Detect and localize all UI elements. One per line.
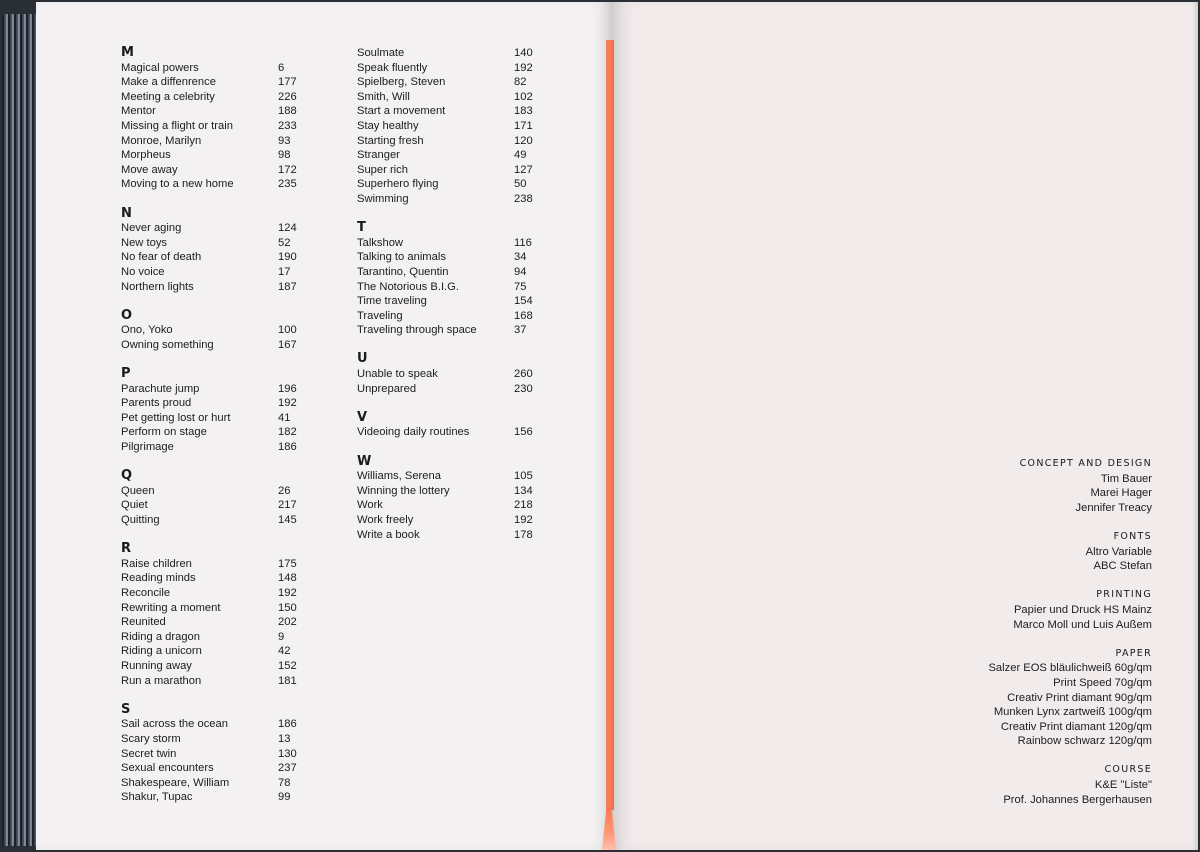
index-page-number: 167 (278, 338, 297, 351)
page-edges (2, 14, 36, 846)
index-page-number: 145 (278, 514, 297, 526)
index-entry (357, 498, 547, 513)
index-entry (121, 484, 311, 499)
index-entry (121, 236, 311, 251)
index-entry (357, 61, 547, 76)
index-page-number: 94 (514, 265, 527, 278)
index-entry (121, 425, 311, 440)
index-term: Talking to animals (357, 251, 446, 264)
index-page-number: 192 (278, 397, 297, 410)
index-term: Monroe, Marilyn (121, 134, 202, 147)
index-term: Starting fresh (357, 134, 424, 147)
index-entry (357, 425, 547, 440)
colophon-heading: PRINTING (1096, 589, 1152, 601)
index-term: Owning something (121, 338, 214, 351)
index-entry (121, 747, 311, 762)
index-entry (121, 732, 311, 747)
colophon-line: Altro Variable (1085, 545, 1152, 558)
index-term: Reconcile (121, 586, 171, 599)
index-page-number: 186 (278, 441, 297, 454)
index-term: Traveling (357, 309, 403, 322)
index-term: Riding a dragon (121, 630, 200, 643)
index-entry (357, 192, 547, 207)
index-term: Pilgrimage (121, 441, 174, 454)
index-term: New toys (121, 236, 168, 249)
colophon-heading: FONTS (1113, 530, 1152, 542)
index-entry (357, 265, 547, 280)
index-group (121, 703, 311, 805)
index-page-number: 127 (514, 163, 533, 176)
colophon-line: Prof. Johannes Bergerhausen (1003, 793, 1152, 806)
index-group (121, 542, 311, 688)
index-group (357, 46, 547, 207)
index-page-number: 183 (514, 105, 533, 118)
index-entry (357, 250, 547, 265)
colophon-line: Papier und Druck HS Mainz (1013, 603, 1152, 616)
index-page-number: 217 (278, 499, 297, 512)
index-entry (121, 601, 311, 616)
index-page-number: 233 (278, 119, 297, 132)
index-letter: Q (121, 468, 133, 484)
index-page-number: 37 (514, 324, 527, 337)
index-column-2 (357, 46, 547, 557)
index-letter: O (121, 307, 133, 323)
index-term: Move away (121, 163, 178, 176)
index-entry (357, 528, 547, 543)
index-entry (121, 586, 311, 601)
index-page-number: 105 (514, 470, 533, 483)
index-page-number: 93 (278, 134, 291, 147)
index-term: Scary storm (121, 732, 181, 745)
index-group (121, 309, 311, 353)
index-letter: N (121, 205, 132, 221)
index-entry (121, 790, 311, 805)
index-page-number: 177 (278, 76, 297, 89)
index-entry (121, 571, 311, 586)
index-letter: T (357, 220, 366, 236)
index-entry (121, 221, 311, 236)
binding-thread (606, 40, 614, 810)
index-entry (121, 134, 311, 149)
index-page-number: 150 (278, 601, 297, 614)
index-page-number: 171 (514, 119, 533, 132)
index-term: Reading minds (121, 572, 196, 585)
index-term: Tarantino, Quentin (357, 265, 449, 278)
colophon-section (988, 530, 1152, 574)
index-group (121, 46, 311, 192)
index-term: Smith, Will (357, 90, 410, 103)
index-page-number: 148 (278, 572, 297, 585)
colophon-line: Print Speed 70g/qm (1053, 676, 1152, 689)
index-page-number: 226 (278, 90, 297, 103)
index-entry (121, 250, 311, 265)
index-letter: V (357, 409, 368, 425)
colophon-line: Munken Lynx zartweiß 100g/qm (993, 706, 1152, 719)
index-page-number: 192 (514, 61, 533, 74)
index-term: Write a book (357, 528, 420, 541)
index-page-number: 134 (514, 484, 533, 497)
index-entry (357, 163, 547, 178)
index-letter: W (357, 453, 372, 469)
index-page-number: 13 (278, 732, 291, 745)
index-group (357, 221, 547, 338)
index-term: Make a diffenrence (121, 76, 216, 89)
index-entry (357, 513, 547, 528)
index-page-number: 26 (278, 484, 291, 497)
index-entry (121, 659, 311, 674)
index-column-1 (121, 46, 311, 819)
index-entry (121, 104, 311, 119)
index-page-number: 192 (514, 514, 533, 526)
index-term: Videoing daily routines (357, 426, 470, 439)
colophon-heading: COURSE (1104, 764, 1152, 776)
index-page-number: 17 (278, 265, 291, 278)
colophon-line: Salzer EOS bläulichweiß 60g/qm (988, 662, 1152, 675)
index-entry (121, 148, 311, 163)
index-group (357, 455, 547, 543)
index-entry (357, 484, 547, 499)
index-term: Never aging (121, 222, 182, 235)
index-term: Meeting a celebrity (121, 90, 215, 103)
index-term: Start a movement (357, 105, 446, 118)
colophon-heading: CONCEPT AND DESIGN (1019, 458, 1152, 469)
colophon-heading: PAPER (1115, 647, 1152, 659)
index-term: Perform on stage (121, 426, 207, 439)
index-page-number: 99 (278, 791, 291, 804)
colophon-line: Jennifer Treacy (1075, 501, 1152, 514)
index-group (121, 469, 311, 527)
colophon-line: K&E "Liste" (1094, 779, 1152, 792)
index-term: Stranger (357, 149, 400, 162)
index-term: Ono, Yoko (121, 324, 173, 337)
index-term: Unprepared (357, 382, 417, 395)
colophon-section (988, 647, 1152, 749)
index-entry (121, 61, 311, 76)
index-term: Superhero flying (357, 178, 439, 191)
index-term: Work freely (357, 514, 414, 526)
colophon-line: Marei Hager (1090, 487, 1152, 500)
index-page-number: 78 (278, 776, 291, 789)
index-page-number: 238 (514, 192, 533, 205)
index-term: Swimming (357, 192, 409, 205)
index-term: Rewriting a moment (121, 601, 221, 614)
index-page-number: 41 (278, 411, 291, 424)
index-term: Riding a unicorn (121, 645, 202, 658)
index-entry (121, 75, 311, 90)
index-entry (357, 280, 547, 295)
index-entry (357, 309, 547, 324)
index-page-number: 82 (514, 76, 527, 89)
colophon (988, 457, 1152, 822)
index-page-number: 52 (278, 236, 291, 249)
index-page-number: 50 (514, 178, 527, 191)
index-entry (121, 163, 311, 178)
index-term: Pet getting lost or hurt (121, 411, 231, 424)
index-term: Running away (121, 659, 192, 672)
index-page-number: 49 (514, 149, 527, 162)
index-entry (121, 644, 311, 659)
index-entry (121, 776, 311, 791)
index-entry (121, 396, 311, 411)
index-term: Parachute jump (121, 382, 200, 395)
index-entry (357, 134, 547, 149)
index-page-number: 42 (278, 645, 291, 658)
index-entry (121, 615, 311, 630)
index-page-number: 172 (278, 163, 297, 176)
colophon-line: Tim Bauer (1100, 472, 1152, 485)
index-term: Unable to speak (357, 368, 438, 381)
index-page-number: 190 (278, 251, 297, 264)
index-entry (357, 75, 547, 90)
index-page-number: 9 (278, 630, 285, 643)
index-term: Shakur, Tupac (121, 791, 193, 804)
index-letter: S (121, 701, 131, 717)
index-page-number: 260 (514, 368, 533, 381)
index-term: Winning the lottery (357, 484, 450, 497)
index-term: Sail across the ocean (121, 718, 228, 731)
index-page-number: 98 (278, 149, 291, 162)
index-entry (357, 323, 547, 338)
index-page-number: 124 (278, 222, 297, 235)
index-letter: R (121, 541, 132, 557)
index-entry (357, 104, 547, 119)
index-term: Spielberg, Steven (357, 76, 446, 89)
index-page-number: 218 (514, 499, 533, 512)
index-term: Traveling through space (357, 324, 477, 337)
index-group (357, 352, 547, 396)
index-group (357, 411, 547, 440)
index-term: Shakespeare, William (121, 776, 230, 789)
index-term: Mentor (121, 105, 156, 118)
colophon-section (988, 457, 1152, 515)
index-term: Reunited (121, 616, 166, 629)
index-entry (121, 90, 311, 105)
index-entry (121, 177, 311, 192)
index-letter: U (357, 351, 368, 367)
index-entry (357, 90, 547, 105)
index-page-number: 130 (278, 747, 297, 760)
index-entry (121, 513, 311, 528)
index-term: Run a marathon (121, 674, 202, 687)
index-term: Super rich (357, 163, 408, 176)
index-term: Talkshow (357, 236, 404, 249)
index-entry (121, 382, 311, 397)
index-term: Soulmate (357, 47, 405, 59)
index-page-number: 182 (278, 426, 297, 439)
index-page-number: 154 (514, 295, 533, 308)
index-page-number: 120 (514, 134, 533, 147)
index-term: Parents proud (121, 397, 192, 410)
index-group (121, 367, 311, 455)
index-term: No fear of death (121, 251, 202, 264)
index-entry (121, 498, 311, 513)
index-term: Speak fluently (357, 61, 428, 74)
index-page-number: 156 (514, 426, 533, 439)
index-term: Stay healthy (357, 119, 419, 132)
index-term: The Notorious B.I.G. (357, 280, 459, 293)
index-entry (121, 557, 311, 572)
index-term: Magical powers (121, 61, 199, 74)
colophon-section (988, 588, 1152, 632)
colophon-line: Rainbow schwarz 120g/qm (1017, 735, 1152, 748)
index-page-number: 192 (278, 586, 297, 599)
index-term: Time traveling (357, 295, 427, 308)
index-entry (121, 265, 311, 280)
index-term: Morpheus (121, 149, 171, 162)
index-term: Sexual encounters (121, 762, 214, 775)
index-term: Williams, Serena (357, 470, 441, 483)
index-entry (121, 717, 311, 732)
index-term: Moving to a new home (121, 178, 234, 191)
index-page-number: 6 (278, 61, 285, 74)
index-page-number: 202 (278, 616, 297, 629)
index-page-number: 102 (514, 90, 533, 103)
index-entry (357, 119, 547, 134)
index-term: Northern lights (121, 280, 194, 293)
index-entry (121, 338, 311, 353)
index-page-number: 168 (514, 309, 533, 322)
colophon-line: Creativ Print diamant 90g/qm (1007, 691, 1152, 704)
index-entry (121, 440, 311, 455)
index-entry (121, 674, 311, 689)
index-entry (121, 411, 311, 426)
index-entry (121, 630, 311, 645)
index-term: Raise children (121, 557, 192, 570)
index-entry (121, 280, 311, 295)
index-entry (121, 323, 311, 338)
index-group (121, 207, 311, 295)
index-page-number: 196 (278, 382, 297, 395)
index-page-number: 187 (278, 280, 297, 293)
index-page-number: 237 (278, 762, 297, 775)
index-page-number: 140 (514, 47, 533, 59)
index-page-number: 178 (514, 528, 533, 541)
index-entry (121, 119, 311, 134)
index-term: Queen (121, 484, 155, 497)
index-page-number: 100 (278, 324, 297, 337)
index-page-number: 34 (514, 251, 527, 264)
index-entry (357, 367, 547, 382)
index-term: Quitting (121, 514, 160, 526)
index-term: Secret twin (121, 747, 177, 760)
index-term: Quiet (121, 499, 148, 512)
index-term: Missing a flight or train (121, 119, 233, 132)
index-entry (357, 236, 547, 251)
index-entry (357, 148, 547, 163)
colophon-line: Creativ Print diamant 120g/qm (1000, 720, 1152, 733)
index-page-number: 181 (278, 674, 297, 687)
index-page-number: 116 (514, 236, 532, 249)
index-page-number: 186 (278, 718, 297, 731)
index-letter: M (121, 45, 134, 60)
index-entry (121, 761, 311, 776)
index-page-number: 230 (514, 382, 533, 395)
colophon-line: ABC Stefan (1093, 560, 1152, 573)
index-term: No voice (121, 265, 165, 278)
index-entry (357, 46, 547, 61)
index-page-number: 152 (278, 659, 297, 672)
index-entry (357, 294, 547, 309)
index-page-number: 75 (514, 280, 527, 293)
index-page-number: 175 (278, 557, 297, 570)
colophon-line: Marco Moll und Luis Außem (1013, 618, 1152, 631)
index-entry (357, 177, 547, 192)
index-page-number: 188 (278, 105, 297, 118)
index-term: Work (357, 499, 383, 512)
index-letter: P (121, 366, 131, 382)
colophon-section (988, 763, 1152, 807)
index-entry (357, 382, 547, 397)
index-page-number: 235 (278, 178, 297, 191)
index-entry (357, 469, 547, 484)
